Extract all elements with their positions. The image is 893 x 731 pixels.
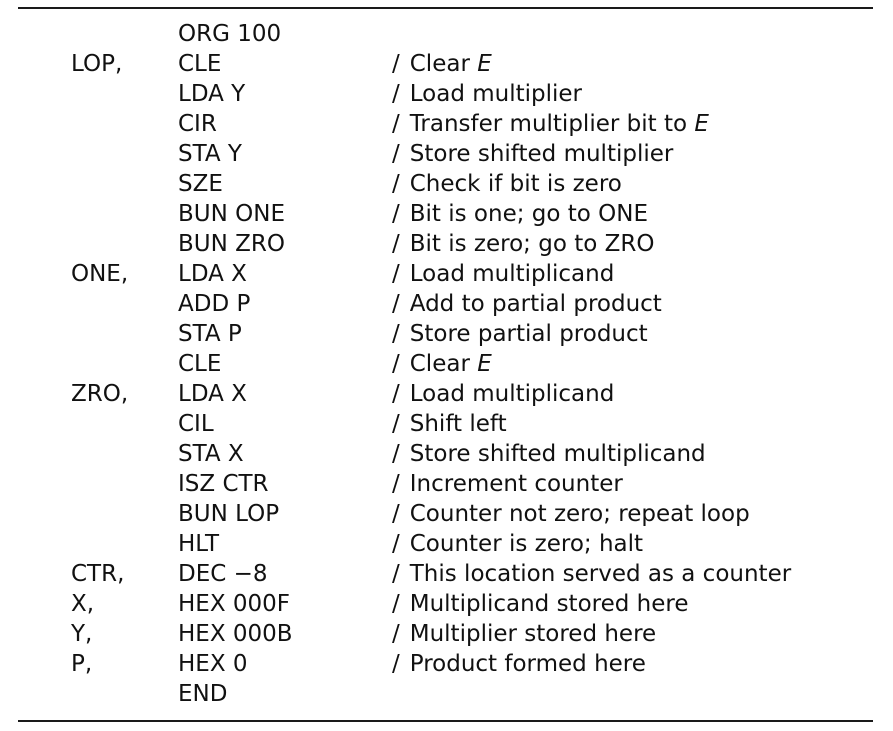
line-comment [392,619,656,649]
line-label: P, [71,651,93,677]
bottom-rule [18,720,873,722]
line-instruction: STA X [178,441,244,467]
line-comment [392,469,623,499]
line-comment [392,169,622,199]
line-instruction: DEC −8 [178,561,268,587]
comment-text: Store shifted multiplier [409,141,674,167]
comment-text: Transfer multiplier bit to [409,111,688,137]
line-comment [392,109,709,139]
line-instruction: CLE [178,51,222,77]
comment-text: Counter not zero; repeat loop [409,501,750,527]
comment-slash: / [392,201,400,227]
comment-slash: / [392,141,400,167]
comment-text: Product formed here [409,651,646,677]
line-instruction: HEX 000B [178,621,293,647]
line-comment [392,409,507,439]
comment-text: Bit is zero; go to ZRO [409,231,655,257]
comment-slash: / [392,171,400,197]
line-instruction: LDA Y [178,81,246,107]
comment-slash: / [392,501,400,527]
comment-text: Load multiplicand [409,261,615,287]
line-label: LOP, [71,51,123,77]
comment-text: Bit is one; go to ONE [409,201,649,227]
comment-slash: / [392,471,400,497]
line-instruction: END [178,681,228,707]
line-comment [392,529,643,559]
comment-italic-symbol: E [477,51,492,77]
code-line [0,439,893,469]
comment-slash: / [392,261,400,287]
comment-text: Multiplier stored here [409,621,657,647]
line-instruction: CIL [178,411,214,437]
line-label: ZRO, [71,381,129,407]
line-instruction: SZE [178,171,223,197]
line-label: Y, [71,621,93,647]
comment-slash: / [392,321,400,347]
code-line [0,409,893,439]
comment-text: Counter is zero; halt [409,531,644,557]
comment-slash: / [392,561,400,587]
code-line [0,19,893,49]
line-comment [392,439,706,469]
line-instruction: BUN ONE [178,201,285,227]
comment-text: Load multiplicand [409,381,615,407]
code-line [0,589,893,619]
line-instruction: ADD P [178,291,251,317]
comment-slash: / [392,381,400,407]
line-instruction: LDA X [178,261,247,287]
line-comment [392,649,646,679]
assembly-listing [0,19,893,709]
line-comment [392,229,654,259]
comment-text: Shift left [409,411,507,437]
code-line [0,289,893,319]
line-instruction: ORG 100 [178,21,282,47]
line-comment [392,319,648,349]
code-line [0,499,893,529]
code-line [0,379,893,409]
comment-text: Load multiplier [409,81,583,107]
comment-text: Increment counter [409,471,623,497]
line-label: CTR, [71,561,125,587]
comment-slash: / [392,441,400,467]
line-label: X, [71,591,95,617]
line-comment [392,589,689,619]
code-line [0,319,893,349]
comment-text: Clear [409,351,470,377]
top-rule [18,7,873,9]
comment-slash: / [392,621,400,647]
line-instruction: STA Y [178,141,242,167]
code-line [0,619,893,649]
comment-text: Add to partial product [409,291,662,317]
code-line [0,529,893,559]
line-instruction: CIR [178,111,217,137]
comment-slash: / [392,111,400,137]
comment-slash: / [392,531,400,557]
line-instruction: BUN ZRO [178,231,285,257]
line-comment [392,349,492,379]
line-instruction: HEX 000F [178,591,291,617]
code-line [0,469,893,499]
line-comment [392,199,648,229]
comment-slash: / [392,231,400,257]
comment-slash: / [392,591,400,617]
line-comment [392,259,614,289]
line-instruction: BUN LOP [178,501,280,527]
line-comment [392,289,662,319]
line-comment [392,79,582,109]
comment-text: Store shifted multiplicand [409,441,706,467]
comment-slash: / [392,351,400,377]
line-comment [392,559,791,589]
line-instruction: LDA X [178,381,247,407]
code-line [0,49,893,79]
comment-text: Multiplicand stored here [409,591,689,617]
code-line [0,679,893,709]
line-instruction: ISZ CTR [178,471,269,497]
line-instruction: HEX 0 [178,651,248,677]
comment-text: Clear [409,51,470,77]
code-line [0,109,893,139]
line-comment [392,499,750,529]
comment-slash: / [392,651,400,677]
comment-text: This location served as a counter [409,561,792,587]
comment-slash: / [392,411,400,437]
code-line [0,79,893,109]
code-line [0,199,893,229]
line-instruction: HLT [178,531,219,557]
comment-text: Check if bit is zero [409,171,622,197]
comment-italic-symbol: E [694,111,709,137]
code-line [0,169,893,199]
code-line [0,349,893,379]
code-line [0,139,893,169]
line-comment [392,379,614,409]
code-line [0,259,893,289]
comment-slash: / [392,81,400,107]
code-line [0,559,893,589]
code-line [0,229,893,259]
line-instruction: CLE [178,351,222,377]
comment-italic-symbol: E [477,351,492,377]
line-instruction: STA P [178,321,242,347]
line-comment [392,139,673,169]
code-line [0,649,893,679]
comment-slash: / [392,291,400,317]
line-label: ONE, [71,261,129,287]
line-comment [392,49,492,79]
comment-slash: / [392,51,400,77]
comment-text: Store partial product [409,321,648,347]
